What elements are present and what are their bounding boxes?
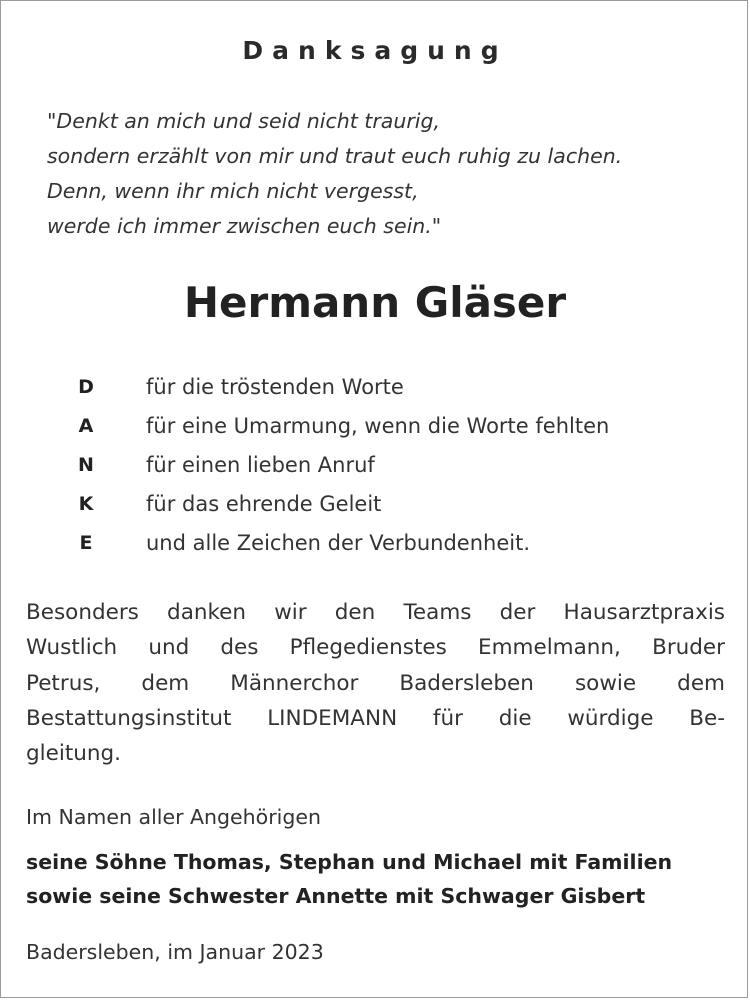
signature-intro: Im Namen aller Angehörigen [26,805,321,829]
danke-acrostic [0,368,750,563]
quote-line: werde ich immer zwischen euch sein." [47,214,442,238]
danke-text: für eine Umarmung, wenn die Worte fehlten [146,414,610,438]
place-date: Badersleben, im Januar 2023 [26,940,324,964]
paragraph-line: Besonders danken wir den Teams der Hausarztpraxis [26,600,725,625]
danke-text: für einen lieben Anruf [146,453,375,477]
quote-line: "Denkt an mich und seid nicht traurig, [47,109,440,133]
quote-line: Denn, wenn ihr mich nicht vergesst, [47,179,419,203]
danke-letter: A [78,415,94,437]
danke-row [0,407,750,446]
paragraph-line: Bestattungsinstitut LINDEMANN für die würdige Be- [26,705,725,731]
paragraph-line: Wustlich und des Pflegedienstes Emmelmann, Bruder [26,635,725,661]
danke-row [0,446,750,485]
family-line: sowie seine Schwester Annette mit Schwager Gisbert [26,884,646,908]
danke-text: und alle Zeichen der Verbundenheit. [146,531,530,555]
danke-text: für die tröstenden Worte [146,375,404,399]
danke-letter: E [79,532,93,554]
danke-row [0,485,750,524]
danke-letter: N [78,454,94,476]
danke-row [0,524,750,563]
notice-heading: Danksagung [242,36,508,65]
danke-letter: D [78,376,94,398]
family-signature [26,845,672,913]
danke-row [0,368,750,407]
paragraph-line: gleitung. [26,741,121,767]
paragraph-line: Petrus, dem Männerchor Badersleben sowie dem [26,670,725,696]
quote-line: sondern erzählt von mir und traut euch ruhig zu lachen. [47,144,623,168]
thanks-paragraph [26,595,725,771]
danke-letter: K [78,493,94,515]
memorial-quote [47,104,622,244]
deceased-name: Hermann Gläser [183,278,567,327]
danke-text: für das ehrende Geleit [146,492,382,516]
family-line: seine Söhne Thomas, Stephan und Michael mit Familien [26,850,673,874]
